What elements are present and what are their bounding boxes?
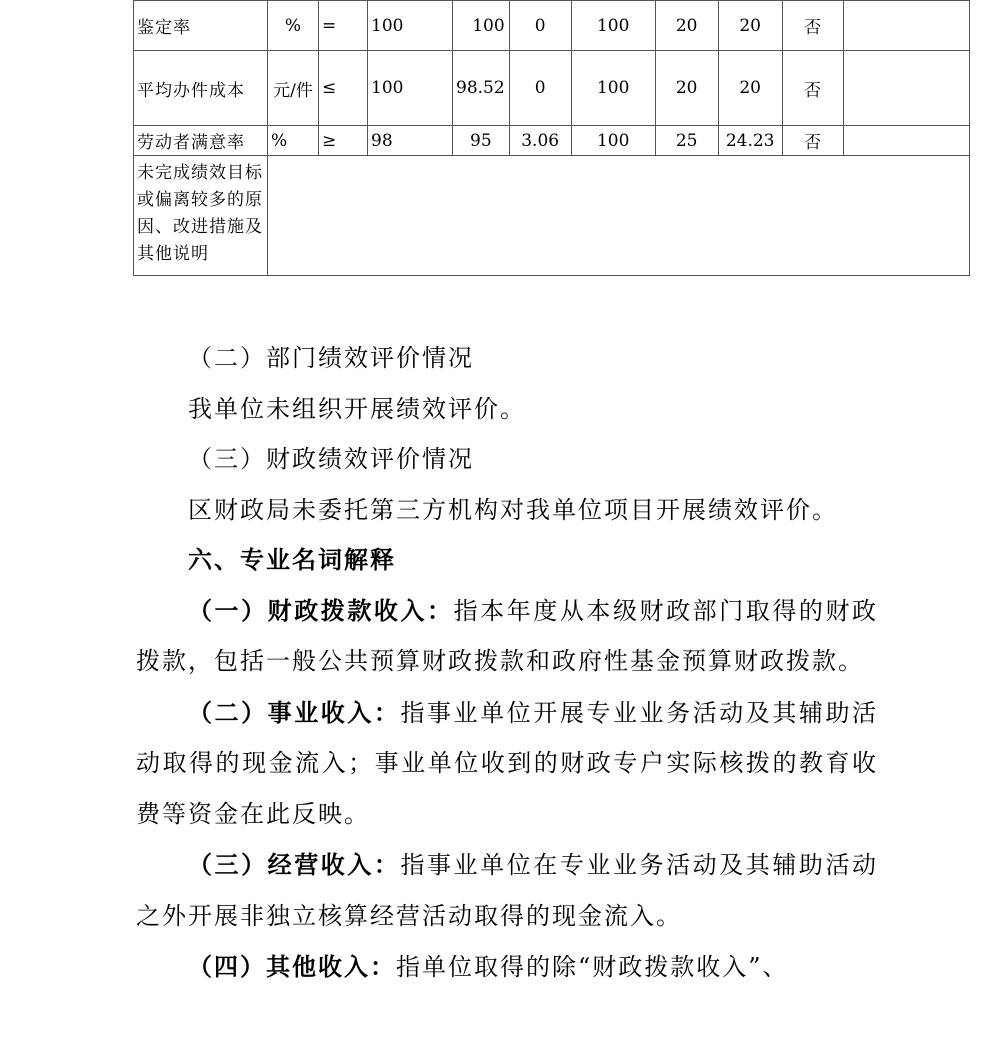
score-cell: 24.23 [718,126,782,156]
full-score-cell: 100 [571,1,655,51]
operator-cell: = [319,1,368,51]
target-cell: 98 [368,126,453,156]
term-paragraph [136,688,878,840]
table-row [134,156,970,276]
note-label-cell: 未完成绩效目标或偏离较多的原因、改进措施及其他说明 [134,156,268,276]
term-paragraph [136,840,878,941]
unit-cell: % [268,1,319,51]
offset-cell: 3.06 [509,126,571,156]
weight-cell: 25 [655,126,718,156]
remark-cell [843,1,969,51]
adjust-cell: 否 [782,126,843,156]
term-label: （四）其他收入： [188,952,396,981]
paragraph: 我单位未组织开展绩效评价。 [188,394,526,423]
actual-cell: 100 [453,1,510,51]
note-value-cell [268,156,970,276]
term-desc: 指单位取得的除“财政拨款收入”、 [396,953,789,981]
unit-cell: 元/件 [268,51,319,126]
full-score-cell: 100 [571,126,655,156]
remark-cell [843,126,969,156]
section-heading: （三）财政绩效评价情况 [188,445,474,473]
section-heading: （二）部门绩效评价情况 [188,344,474,372]
term-label: （二）事业收入： [188,697,401,727]
target-cell: 100 [368,1,453,51]
document-body [136,333,878,993]
offset-cell: 0 [509,1,571,51]
chapter-heading: 六、专业名词解释 [188,546,396,574]
adjust-cell: 否 [782,1,843,51]
weight-cell: 20 [655,1,718,51]
term-desc: 指事业单位开展专业业务活动及其辅助活动取得的现金流入；事业单位收到的财政专户实际核拨的教育收费等资金在此反映。 [136,698,879,828]
term-label: （一）财政拨款收入： [188,595,454,625]
indicator-cell: 鉴定率 [134,1,268,51]
term-paragraph [136,586,878,687]
actual-cell: 95 [453,126,510,156]
table-row [134,1,970,51]
actual-cell: 98.52 [453,51,510,126]
weight-cell: 20 [655,51,718,126]
term-desc: 指本年度从本级财政部门取得的财政拨款，包括一般公共预算财政拨款和政府性基金预算财政拨款。 [136,596,879,675]
performance-table [133,0,970,276]
score-cell: 20 [718,1,782,51]
unit-cell: % [268,126,319,156]
score-cell: 20 [718,51,782,126]
offset-cell: 0 [509,51,571,126]
table-row [134,51,970,126]
term-label: （三）经营收入： [188,850,401,879]
term-desc: 指事业单位在专业业务活动及其辅助活动之外开展非独立核算经营活动取得的现金流入。 [136,851,879,930]
term-paragraph [136,942,878,993]
indicator-cell: 劳动者满意率 [134,126,268,156]
operator-cell: ≥ [319,126,368,156]
table-row [134,126,970,156]
full-score-cell: 100 [571,51,655,126]
paragraph: 区财政局未委托第三方机构对我单位项目开展绩效评价。 [188,495,838,524]
adjust-cell: 否 [782,51,843,126]
remark-cell [843,51,969,126]
operator-cell: ≤ [319,51,368,126]
indicator-cell: 平均办件成本 [134,51,268,126]
target-cell: 100 [368,51,453,126]
